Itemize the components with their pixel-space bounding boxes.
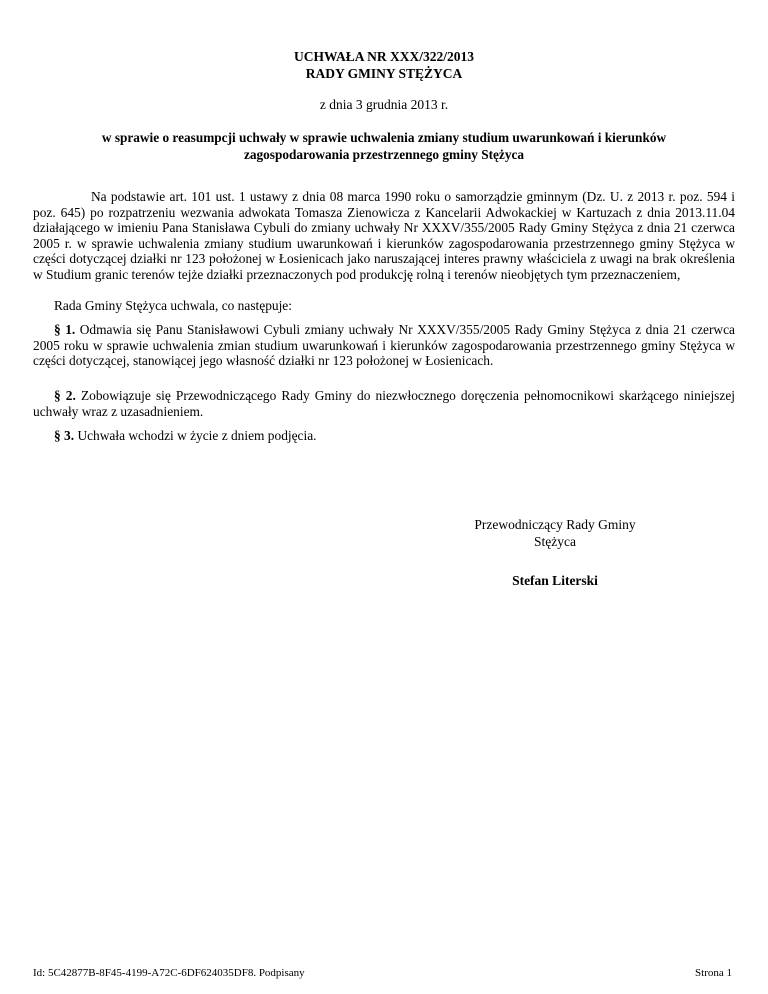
document-date: z dnia 3 grudnia 2013 r. (319, 97, 449, 112)
preamble-paragraph: Na podstawie art. 101 ust. 1 ustawy z dnia 08 marca 1990 roku o samorządzie gminnym (Dz. U. z 2013 r. poz. 594 i poz. 645) po rozpatrzeniu wezwania adwokata Tomasza Zienowicza z Kancelarii Adwokackiej w Kartuzach z dnia 2013.11.04 działającego w imieniu Pana Stanisława Cybuli do zmiany uchwały Nr XXXV/355/2005 Rady Gminy Stężyca z dnia 21 czerwca 2005 r. w sprawie uchwalenia zmiany studium uwarunkowań i kierunków zagospodarowania przestrzennego gminy Stężyca w części dotyczącej działki nr 123 położonej w Łosienicach jako naruszającej interes prawny właściciela z uwagi na brak określenia w Studium granic terenów tejże działki przeznaczonych pod produkcję rolną i terenów nieobjętych tym przeznaczeniem, (33, 189, 735, 282)
resolves-paragraph: Rada Gminy Stężyca uchwala, co następuje: (54, 298, 292, 313)
section-2 (33, 388, 735, 419)
signature-title (420, 516, 690, 550)
section-3-label: § 3. (54, 428, 75, 443)
section-3-text: Uchwała wchodzi w życie z dniem podjęcia. (74, 428, 317, 443)
signature-title-line-1: Przewodniczący Rady Gminy (474, 517, 636, 532)
section-1-label: § 1. (54, 322, 76, 337)
section-1 (33, 322, 735, 369)
document-subject (60, 129, 708, 163)
section-3 (33, 428, 735, 444)
signature-title-line-2: Stężyca (534, 534, 576, 549)
section-2-text: Zobowiązuje się Przewodniczącego Rady Gminy do niezwłocznego doręczenia pełnomocnikowi skarżącego niniejszej uchwały wraz z uzasadnieniem. (33, 388, 735, 419)
footer-document-id: Id: 5C42877B-8F45-4199-A72C-6DF624035DF8. Podpisany (33, 967, 305, 979)
title-line-2: RADY GMINY STĘŻYCA (305, 66, 463, 81)
subject-line-1: w sprawie o reasumpcji uchwały w sprawie uchwalenia zmiany studium uwarunkowań i kierunków (101, 130, 667, 145)
signatory-name: Stefan Literski (512, 573, 598, 588)
title-line-1: UCHWAŁA NR XXX/322/2013 (293, 49, 474, 64)
footer-page-number: Strona 1 (695, 967, 732, 979)
section-1-text: Odmawia się Panu Stanisławowi Cybuli zmiany uchwały Nr XXXV/355/2005 Rady Gminy Stężyca z dnia 21 czerwca 2005 roku w sprawie uchwalenia zmian studium uwarunkowań i kierunków zagospodarowania przestrzennego gminy Stężyca w części dotyczącej, stanowiącej jego własność działki nr 123 położonej w Łosienicach. (33, 322, 735, 369)
document-title (0, 48, 768, 82)
section-2-label: § 2. (54, 388, 76, 403)
subject-line-2: zagospodarowania przestrzennego gminy Stężyca (243, 147, 525, 162)
